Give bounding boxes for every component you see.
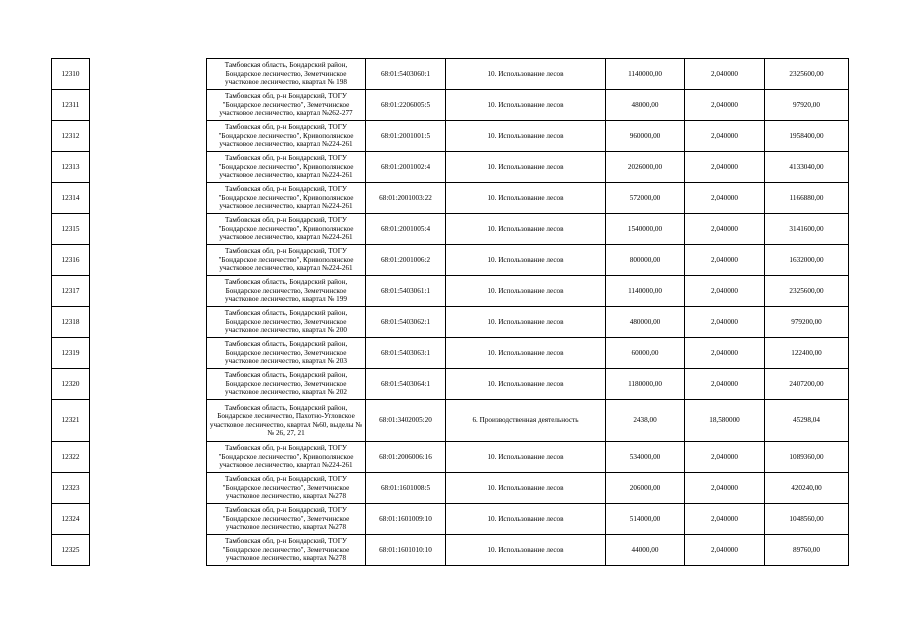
rate-cell: 2,040000 xyxy=(685,90,765,121)
area-cell: 800000,00 xyxy=(606,245,685,276)
cadastral-value-cell: 1048560,00 xyxy=(765,504,849,535)
cadastral-value-cell: 1632000,00 xyxy=(765,245,849,276)
row-number-cell: 12325 xyxy=(52,535,90,566)
row-number-cell: 12314 xyxy=(52,183,90,214)
rate-cell: 2,040000 xyxy=(685,59,765,90)
row-number-cell: 12315 xyxy=(52,214,90,245)
rate-cell: 2,040000 xyxy=(685,183,765,214)
cadastral-number-cell: 68:01:1601008:5 xyxy=(366,473,446,504)
blank-cell xyxy=(90,121,207,152)
address-cell: Тамбовская область, Бондарский район, Бондарское лесничество, Земетчинское участковое лесничество, квартал № 200 xyxy=(207,307,366,338)
area-cell: 534000,00 xyxy=(606,442,685,473)
blank-cell xyxy=(90,214,207,245)
row-number-cell: 12316 xyxy=(52,245,90,276)
table-row xyxy=(52,245,849,276)
rate-cell: 2,040000 xyxy=(685,245,765,276)
cadastral-number-cell: 68:01:1601010:10 xyxy=(366,535,446,566)
blank-cell xyxy=(90,442,207,473)
table-row xyxy=(52,214,849,245)
rate-cell: 2,040000 xyxy=(685,504,765,535)
row-number-cell: 12322 xyxy=(52,442,90,473)
blank-cell xyxy=(90,535,207,566)
address-cell: Тамбовская обл, р-н Бондарский, ТОГУ "Бондарское лесничество", Земетчинское участковое лесничество, квартал №262-277 xyxy=(207,90,366,121)
cadastral-value-cell: 979200,00 xyxy=(765,307,849,338)
cadastral-value-cell: 97920,00 xyxy=(765,90,849,121)
table-row xyxy=(52,369,849,400)
land-use-cell: 10. Использование лесов xyxy=(446,214,606,245)
area-cell: 960000,00 xyxy=(606,121,685,152)
row-number-cell: 12319 xyxy=(52,338,90,369)
address-cell: Тамбовская область, Бондарский район, Бондарское лесничество, Пахотно-Угловское участковое лесничество, квартал №60, выделы №№ 26, 27, 21 xyxy=(207,400,366,442)
blank-cell xyxy=(90,59,207,90)
rate-cell: 2,040000 xyxy=(685,276,765,307)
area-cell: 60000,00 xyxy=(606,338,685,369)
address-cell: Тамбовская обл, р-н Бондарский, ТОГУ "Бондарское лесничество", Земетчинское участковое лесничество, квартал №278 xyxy=(207,535,366,566)
area-cell: 2438,00 xyxy=(606,400,685,442)
land-use-cell: 10. Использование лесов xyxy=(446,369,606,400)
cadastral-value-cell: 3141600,00 xyxy=(765,214,849,245)
blank-cell xyxy=(90,152,207,183)
area-cell: 1140000,00 xyxy=(606,276,685,307)
row-number-cell: 12311 xyxy=(52,90,90,121)
table-row xyxy=(52,307,849,338)
cadastral-number-cell: 68:01:5403063:1 xyxy=(366,338,446,369)
land-use-cell: 10. Использование лесов xyxy=(446,276,606,307)
cadastral-value-cell: 89760,00 xyxy=(765,535,849,566)
address-cell: Тамбовская обл, р-н Бондарский, ТОГУ "Бондарское лесничество", Кривополянское участковое лесничество, квартал №224-261 xyxy=(207,121,366,152)
land-use-cell: 10. Использование лесов xyxy=(446,152,606,183)
cadastral-value-cell: 2407200,00 xyxy=(765,369,849,400)
cadastral-number-cell: 68:01:5403062:1 xyxy=(366,307,446,338)
land-use-cell: 10. Использование лесов xyxy=(446,307,606,338)
cadastral-number-cell: 68:01:2001003:22 xyxy=(366,183,446,214)
address-cell: Тамбовская обл, р-н Бондарский, ТОГУ "Бондарское лесничество", Земетчинское участковое лесничество, квартал №278 xyxy=(207,473,366,504)
cadastral-value-cell: 1958400,00 xyxy=(765,121,849,152)
table-row xyxy=(52,276,849,307)
rate-cell: 2,040000 xyxy=(685,214,765,245)
area-cell: 1180000,00 xyxy=(606,369,685,400)
land-use-cell: 10. Использование лесов xyxy=(446,338,606,369)
table-body xyxy=(52,59,849,566)
area-cell: 514000,00 xyxy=(606,504,685,535)
area-cell: 1140000,00 xyxy=(606,59,685,90)
address-cell: Тамбовская обл, р-н Бондарский, ТОГУ "Бондарское лесничество", Кривополянское участковое лесничество, квартал №224-261 xyxy=(207,245,366,276)
land-use-cell: 6. Производственная деятельность xyxy=(446,400,606,442)
address-cell: Тамбовская обл, р-н Бондарский, ТОГУ "Бондарское лесничество", Земетчинское участковое лесничество, квартал №278 xyxy=(207,504,366,535)
land-use-cell: 10. Использование лесов xyxy=(446,504,606,535)
blank-cell xyxy=(90,338,207,369)
address-cell: Тамбовская область, Бондарский район, Бондарское лесничество, Земетчинское участковое лесничество, квартал № 198 xyxy=(207,59,366,90)
table-row xyxy=(52,400,849,442)
cadastral-number-cell: 68:01:2006006:16 xyxy=(366,442,446,473)
table-row xyxy=(52,183,849,214)
table-row xyxy=(52,338,849,369)
area-cell: 480000,00 xyxy=(606,307,685,338)
land-use-cell: 10. Использование лесов xyxy=(446,535,606,566)
row-number-cell: 12317 xyxy=(52,276,90,307)
address-cell: Тамбовская обл, р-н Бондарский, ТОГУ "Бондарское лесничество", Кривополянское участковое лесничество, квартал №224-261 xyxy=(207,152,366,183)
table-row xyxy=(52,504,849,535)
cadastral-value-cell: 2325600,00 xyxy=(765,59,849,90)
blank-cell xyxy=(90,90,207,121)
land-use-cell: 10. Использование лесов xyxy=(446,473,606,504)
cadastral-number-cell: 68:01:2001005:4 xyxy=(366,214,446,245)
land-use-cell: 10. Использование лесов xyxy=(446,90,606,121)
rate-cell: 2,040000 xyxy=(685,442,765,473)
rate-cell: 2,040000 xyxy=(685,152,765,183)
address-cell: Тамбовская область, Бондарский район, Бондарское лесничество, Земетчинское участковое лесничество, квартал № 199 xyxy=(207,276,366,307)
row-number-cell: 12310 xyxy=(52,59,90,90)
cadastral-number-cell: 68:01:5403064:1 xyxy=(366,369,446,400)
land-use-cell: 10. Использование лесов xyxy=(446,59,606,90)
address-cell: Тамбовская область, Бондарский район, Бондарское лесничество, Земетчинское участковое лесничество, квартал № 202 xyxy=(207,369,366,400)
cadastral-number-cell: 68:01:2206005:5 xyxy=(366,90,446,121)
cadastral-number-cell: 68:01:2001002:4 xyxy=(366,152,446,183)
cadastral-number-cell: 68:01:2001001:5 xyxy=(366,121,446,152)
area-cell: 206000,00 xyxy=(606,473,685,504)
blank-cell xyxy=(90,473,207,504)
table-row xyxy=(52,442,849,473)
row-number-cell: 12320 xyxy=(52,369,90,400)
cadastral-value-cell: 2325600,00 xyxy=(765,276,849,307)
table-row xyxy=(52,152,849,183)
cadastral-number-cell: 68:01:2001006:2 xyxy=(366,245,446,276)
cadastral-number-cell: 68:01:5403060:1 xyxy=(366,59,446,90)
blank-cell xyxy=(90,307,207,338)
land-use-cell: 10. Использование лесов xyxy=(446,121,606,152)
cadastral-number-cell: 68:01:3402005:20 xyxy=(366,400,446,442)
rate-cell: 2,040000 xyxy=(685,369,765,400)
area-cell: 44000,00 xyxy=(606,535,685,566)
land-use-cell: 10. Использование лесов xyxy=(446,245,606,276)
cadastral-value-cell: 45298,04 xyxy=(765,400,849,442)
rate-cell: 2,040000 xyxy=(685,307,765,338)
land-plots-table xyxy=(51,58,849,566)
table-row xyxy=(52,59,849,90)
address-cell: Тамбовская область, Бондарский район, Бондарское лесничество, Земетчинское участковое лесничество, квартал № 203 xyxy=(207,338,366,369)
table-row xyxy=(52,121,849,152)
area-cell: 48000,00 xyxy=(606,90,685,121)
blank-cell xyxy=(90,400,207,442)
rate-cell: 18,580000 xyxy=(685,400,765,442)
blank-cell xyxy=(90,369,207,400)
cadastral-value-cell: 1166880,00 xyxy=(765,183,849,214)
row-number-cell: 12318 xyxy=(52,307,90,338)
address-cell: Тамбовская обл, р-н Бондарский, ТОГУ "Бондарское лесничество", Кривополянское участковое лесничество, квартал №224-261 xyxy=(207,183,366,214)
cadastral-value-cell: 4133040,00 xyxy=(765,152,849,183)
rate-cell: 2,040000 xyxy=(685,473,765,504)
row-number-cell: 12313 xyxy=(52,152,90,183)
cadastral-number-cell: 68:01:1601009:10 xyxy=(366,504,446,535)
address-cell: Тамбовская обл, р-н Бондарский, ТОГУ "Бондарское лесничество", Кривополянское участковое лесничество, квартал №224-261 xyxy=(207,442,366,473)
blank-cell xyxy=(90,183,207,214)
rate-cell: 2,040000 xyxy=(685,535,765,566)
land-use-cell: 10. Использование лесов xyxy=(446,442,606,473)
area-cell: 572000,00 xyxy=(606,183,685,214)
cadastral-value-cell: 122400,00 xyxy=(765,338,849,369)
land-use-cell: 10. Использование лесов xyxy=(446,183,606,214)
rate-cell: 2,040000 xyxy=(685,338,765,369)
row-number-cell: 12312 xyxy=(52,121,90,152)
rate-cell: 2,040000 xyxy=(685,121,765,152)
table-row xyxy=(52,535,849,566)
cadastral-value-cell: 1089360,00 xyxy=(765,442,849,473)
cadastral-number-cell: 68:01:5403061:1 xyxy=(366,276,446,307)
address-cell: Тамбовская обл, р-н Бондарский, ТОГУ "Бондарское лесничество", Кривополянское участковое лесничество, квартал №224-261 xyxy=(207,214,366,245)
blank-cell xyxy=(90,276,207,307)
cadastral-value-cell: 420240,00 xyxy=(765,473,849,504)
row-number-cell: 12323 xyxy=(52,473,90,504)
area-cell: 2026000,00 xyxy=(606,152,685,183)
row-number-cell: 12324 xyxy=(52,504,90,535)
blank-cell xyxy=(90,504,207,535)
blank-cell xyxy=(90,245,207,276)
table-row xyxy=(52,473,849,504)
row-number-cell: 12321 xyxy=(52,400,90,442)
table-row xyxy=(52,90,849,121)
area-cell: 1540000,00 xyxy=(606,214,685,245)
